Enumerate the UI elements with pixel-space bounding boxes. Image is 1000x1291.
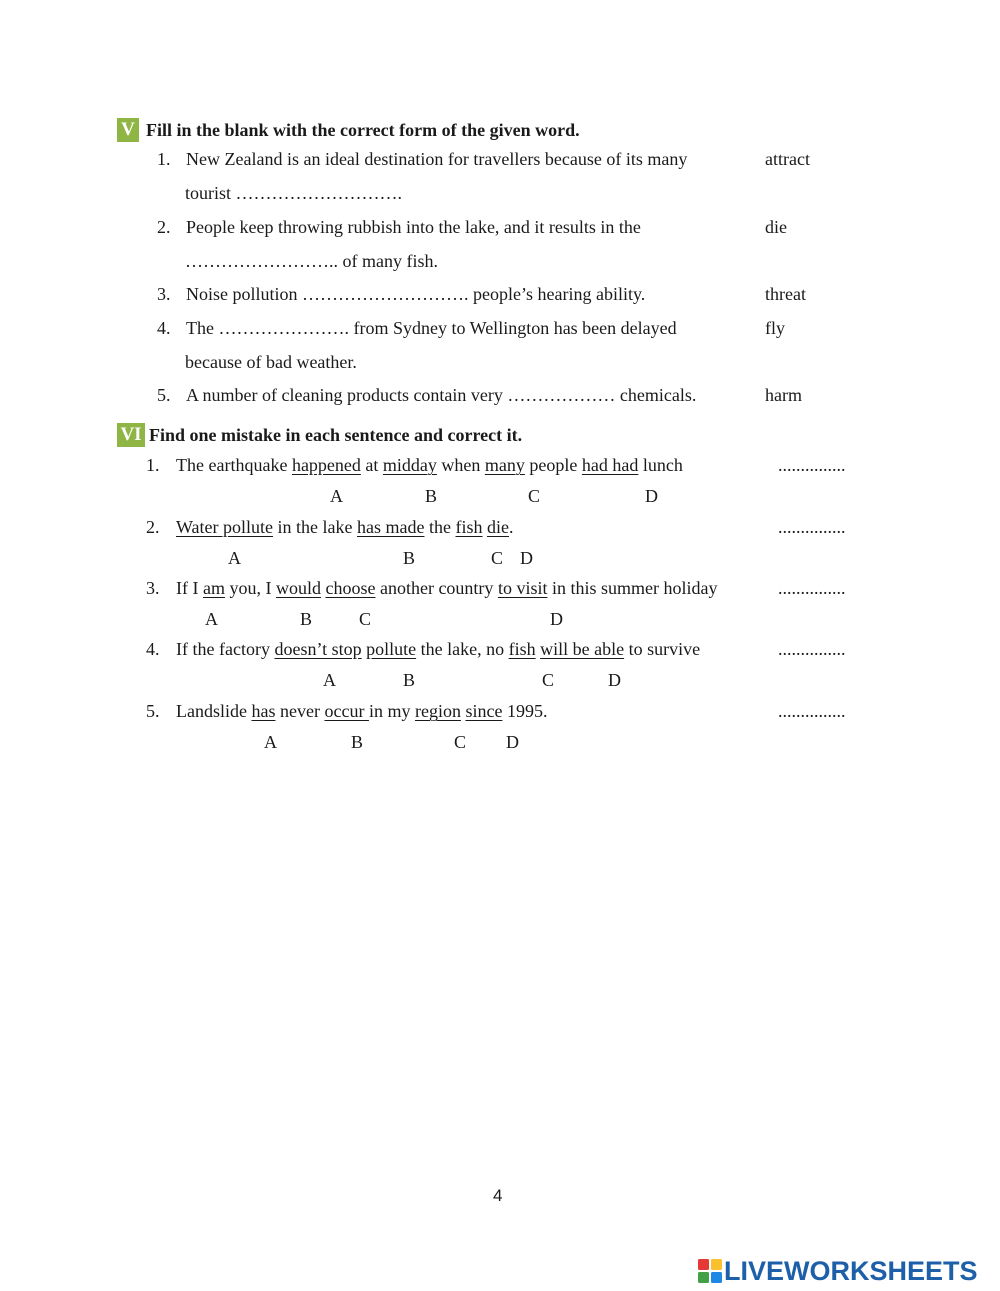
vi-item-2-option-c: C xyxy=(491,548,504,568)
vi-item-4-option-d: D xyxy=(608,670,621,690)
vi-item-4-option-a: A xyxy=(323,670,336,690)
option-d-phrase: to visit xyxy=(497,578,548,598)
option-a-phrase: happened xyxy=(291,455,361,475)
text-segment: . xyxy=(508,517,514,537)
v-item-5-number: 5. xyxy=(157,385,171,405)
vi-item-4-sentence xyxy=(176,638,700,660)
v-item-3-word: threat xyxy=(765,284,806,304)
vi-item-4-number: 4. xyxy=(146,639,160,659)
vi-item-1-number: 1. xyxy=(146,455,160,475)
vi-item-5-option-d: D xyxy=(506,732,519,752)
v-item-2-text: People keep throwing rubbish into the lake, and it results in the xyxy=(186,217,641,237)
option-a-phrase: am xyxy=(202,578,225,598)
v-item-4-word: fly xyxy=(765,318,785,338)
vi-item-2-sentence xyxy=(176,516,513,538)
text-segment: in the lake xyxy=(273,517,357,537)
logo-square-green xyxy=(698,1272,709,1283)
option-a-phrase: Water pollute xyxy=(176,517,274,537)
option-b-phrase: has made xyxy=(357,517,425,537)
v-item-1-text-cont[interactable]: tourist ………………………. xyxy=(185,183,403,203)
vi-item-5-sentence xyxy=(176,700,547,722)
text-segment: in my xyxy=(368,701,415,721)
text-segment: the xyxy=(424,517,456,537)
section-vi-badge: VI xyxy=(117,423,145,447)
text-segment: 1995. xyxy=(502,701,548,721)
vi-item-3-sentence xyxy=(176,577,717,599)
vi-item-5-number: 5. xyxy=(146,701,160,721)
liveworksheets-logo xyxy=(698,1256,978,1286)
v-item-2-word: die xyxy=(765,217,787,237)
vi-item-4-option-b: B xyxy=(403,670,416,690)
v-item-2-text-cont[interactable]: …………………….. of many fish. xyxy=(185,251,438,271)
option-b-phrase: midday xyxy=(382,455,437,475)
option-d-phrase: had had xyxy=(581,455,639,475)
v-item-1-number: 1. xyxy=(157,149,171,169)
option-b-phrase: would xyxy=(275,578,321,598)
text-segment: If I xyxy=(176,578,203,598)
vi-item-1-option-d: D xyxy=(645,486,658,506)
text-segment: another country xyxy=(375,578,498,598)
vi-item-5-answer-blank[interactable]: ............... xyxy=(778,701,846,721)
vi-item-5-option-c: C xyxy=(454,732,467,752)
vi-item-1-option-c: C xyxy=(528,486,541,506)
text-segment: The earthquake xyxy=(176,455,292,475)
option-c-phrase: region xyxy=(414,701,461,721)
option-a-phrase: doesn’t stop xyxy=(274,639,362,659)
option-d-phrase: will be able xyxy=(540,639,625,659)
v-item-5-text[interactable]: A number of cleaning products contain very ……………… chemicals. xyxy=(186,385,697,405)
vi-item-5-option-b: B xyxy=(351,732,364,752)
text-segment: never xyxy=(275,701,325,721)
text-segment: to survive xyxy=(624,639,701,659)
logo-square-red xyxy=(698,1259,709,1270)
v-item-1-word: attract xyxy=(765,149,810,169)
option-d-phrase: since xyxy=(465,701,503,721)
vi-item-3-option-c: C xyxy=(359,609,372,629)
vi-item-1-answer-blank[interactable]: ............... xyxy=(778,455,846,475)
text-segment: people xyxy=(524,455,582,475)
v-item-4-text-cont: because of bad weather. xyxy=(185,352,357,372)
option-b-phrase: pollute xyxy=(366,639,417,659)
vi-item-1-option-b: B xyxy=(425,486,438,506)
text-segment: in this summer holiday xyxy=(547,578,718,598)
liveworksheets-logo-icon xyxy=(698,1259,722,1283)
option-c-phrase: choose xyxy=(325,578,376,598)
section-vi-heading: Find one mistake in each sentence and correct it. xyxy=(149,425,523,445)
option-b-phrase: occur xyxy=(324,701,369,721)
v-item-4-text[interactable]: The …………………. from Sydney to Wellington has been delayed xyxy=(186,318,677,338)
vi-item-3-answer-blank[interactable]: ............... xyxy=(778,578,846,598)
option-c-phrase: fish xyxy=(508,639,536,659)
text-segment: you, I xyxy=(224,578,276,598)
vi-item-4-option-c: C xyxy=(542,670,555,690)
vi-item-1-sentence xyxy=(176,454,683,476)
page-number: 4 xyxy=(493,1186,503,1205)
logo-square-blue xyxy=(711,1272,722,1283)
vi-item-3-number: 3. xyxy=(146,578,160,598)
option-c-phrase: fish xyxy=(455,517,483,537)
vi-item-3-option-d: D xyxy=(550,609,563,629)
text-segment: the lake, no xyxy=(416,639,509,659)
v-item-1-text: New Zealand is an ideal destination for travellers because of its many xyxy=(186,149,688,169)
option-a-phrase: has xyxy=(251,701,276,721)
vi-item-2-option-a: A xyxy=(228,548,241,568)
vi-item-2-answer-blank[interactable]: ............... xyxy=(778,517,846,537)
option-d-phrase: die xyxy=(486,517,509,537)
logo-square-yellow xyxy=(711,1259,722,1270)
vi-item-2-number: 2. xyxy=(146,517,160,537)
v-item-5-word: harm xyxy=(765,385,802,405)
vi-item-5-option-a: A xyxy=(264,732,277,752)
option-c-phrase: many xyxy=(484,455,525,475)
v-item-3-number: 3. xyxy=(157,284,171,304)
liveworksheets-logo-text: LIVEWORKSHEETS xyxy=(724,1256,978,1286)
text-segment: Landslide xyxy=(176,701,252,721)
vi-item-1-option-a: A xyxy=(330,486,343,506)
text-segment: at xyxy=(360,455,383,475)
vi-item-2-option-d: D xyxy=(520,548,533,568)
v-item-4-number: 4. xyxy=(157,318,171,338)
vi-item-3-option-a: A xyxy=(205,609,218,629)
v-item-2-number: 2. xyxy=(157,217,171,237)
vi-item-4-answer-blank[interactable]: ............... xyxy=(778,639,846,659)
section-v-badge: V xyxy=(117,118,139,142)
text-segment: lunch xyxy=(638,455,683,475)
vi-item-2-option-b: B xyxy=(403,548,416,568)
vi-item-3-option-b: B xyxy=(300,609,313,629)
section-v-heading: Fill in the blank with the correct form of the given word. xyxy=(146,120,580,140)
text-segment: If the factory xyxy=(176,639,275,659)
text-segment: when xyxy=(436,455,485,475)
v-item-3-text[interactable]: Noise pollution ………………………. people’s hearing ability. xyxy=(186,284,646,304)
